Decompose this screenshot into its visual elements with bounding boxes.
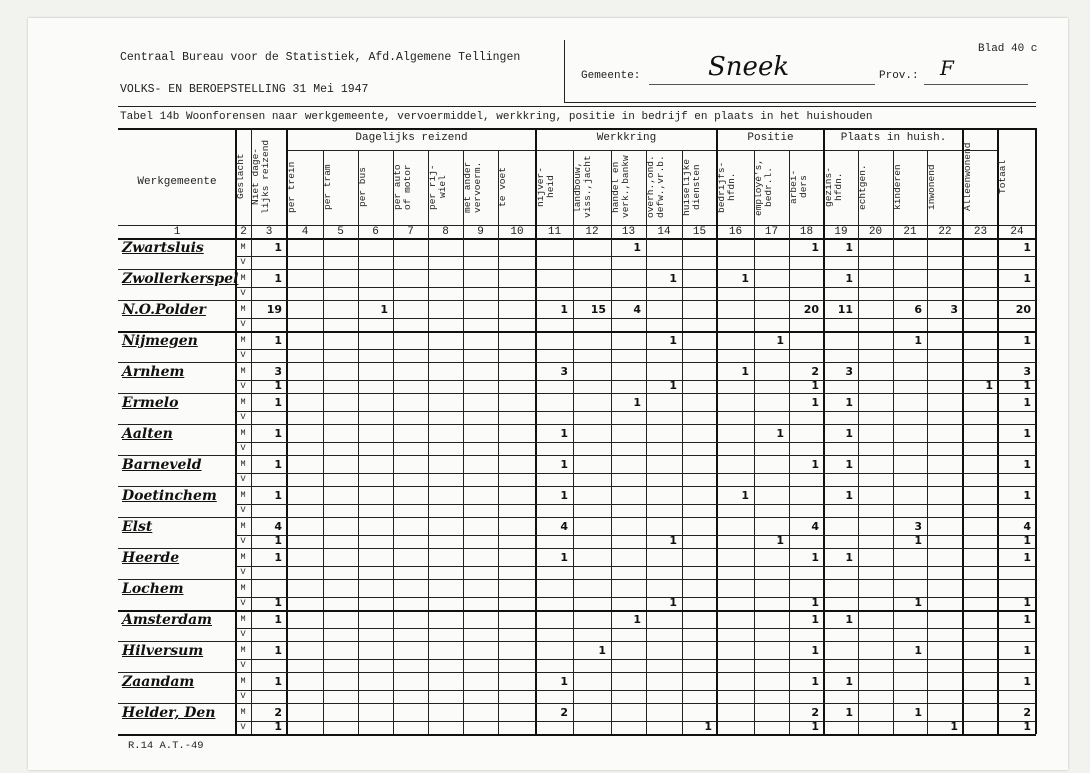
geslacht-M: M	[240, 366, 246, 376]
geslacht-V: V	[240, 629, 246, 639]
geslacht-M: M	[240, 397, 246, 407]
column-header-4: per trein	[286, 161, 297, 213]
cell-col-24: 1	[1023, 427, 1031, 440]
column-number-16: 16	[728, 226, 743, 238]
cell-col-18: 1	[811, 458, 819, 471]
geslacht-M: M	[240, 521, 246, 531]
cell-col-18: 1	[811, 596, 819, 609]
cell-col-3: 4	[274, 520, 282, 533]
cell-col-18: 1	[811, 379, 819, 392]
cell-col-17: 1	[776, 334, 784, 347]
cell-col-19: 1	[845, 551, 853, 564]
cell-col-13: 4	[633, 303, 641, 316]
cell-col-24: 1	[1023, 644, 1031, 657]
werkgemeente-name: Hilversum	[122, 643, 204, 659]
cell-col-16: 1	[741, 365, 749, 378]
column-header-17: employé's, bedr.l.	[753, 158, 774, 216]
form-code: R.14 A.T.-49	[128, 740, 204, 752]
geslacht-M: M	[240, 583, 246, 593]
cell-col-11: 1	[560, 303, 568, 316]
column-header-3: Niet dage- lijks reizend	[250, 139, 271, 214]
cell-col-14: 1	[669, 334, 677, 347]
cell-col-3: 1	[274, 596, 282, 609]
werkgemeente-name: Elst	[122, 519, 153, 535]
column-number-10: 10	[510, 226, 524, 238]
geslacht-M: M	[240, 614, 246, 624]
cell-col-18: 1	[811, 720, 819, 733]
column-header-21: kinderen	[892, 164, 903, 210]
geslacht-M: M	[240, 459, 246, 469]
geslacht-V: V	[240, 660, 246, 670]
werkgemeente-name: Helder, Den	[122, 705, 216, 721]
geslacht-M: M	[240, 490, 246, 500]
cell-col-24: 1	[1023, 489, 1031, 502]
cell-col-11: 1	[560, 675, 568, 688]
werkgemeente-name: Aalten	[122, 426, 173, 442]
cell-col-11: 1	[560, 489, 568, 502]
cell-col-11: 2	[560, 706, 568, 719]
cell-col-14: 1	[669, 272, 677, 285]
column-header-16: bedrijfs- hfdn.	[716, 161, 737, 213]
cell-col-15: 1	[704, 720, 712, 733]
cell-col-18: 1	[811, 675, 819, 688]
cell-col-19: 1	[845, 613, 853, 626]
geslacht-V: V	[240, 257, 246, 267]
cell-col-16: 1	[741, 489, 749, 502]
cell-col-3: 1	[274, 613, 282, 626]
cell-col-19: 11	[837, 303, 853, 316]
column-number-19: 19	[834, 226, 848, 238]
cell-col-21: 1	[914, 706, 922, 719]
werkgemeente-name: Ermelo	[122, 395, 179, 411]
column-number-4: 4	[301, 226, 309, 238]
cell-col-19: 1	[845, 675, 853, 688]
column-number-3: 3	[265, 226, 273, 238]
cell-col-24: 1	[1023, 551, 1031, 564]
column-header-11: nijver- heid	[535, 167, 556, 207]
column-number-22: 22	[938, 226, 952, 238]
werkgemeente-name: Barneveld	[122, 457, 202, 473]
cell-col-21: 3	[914, 520, 922, 533]
cell-col-13: 1	[633, 613, 641, 626]
cell-col-6: 1	[380, 303, 388, 316]
geslacht-M: M	[240, 273, 246, 283]
geslacht-M: M	[240, 707, 246, 717]
column-number-6: 6	[372, 226, 379, 238]
cell-col-24: 1	[1023, 334, 1031, 347]
geslacht-M: M	[240, 676, 246, 686]
cell-col-21: 6	[914, 303, 922, 316]
column-header-6: per bus	[357, 167, 368, 207]
column-number-9: 9	[477, 226, 484, 238]
cell-col-21: 1	[914, 534, 922, 547]
prov-label: Prov.:	[879, 70, 919, 82]
column-number-17: 17	[764, 226, 779, 238]
cell-col-24: 1	[1023, 241, 1031, 254]
cell-col-18: 4	[811, 520, 819, 533]
cell-col-18: 1	[811, 396, 819, 409]
column-number-2: 2	[240, 226, 247, 238]
geslacht-M: M	[240, 242, 246, 252]
cell-col-3: 1	[274, 675, 282, 688]
gemeente-value: Sneek	[708, 52, 790, 82]
geslacht-V: V	[240, 412, 246, 422]
statistics-table	[118, 128, 1036, 738]
geslacht-V: V	[240, 691, 246, 701]
cell-col-21: 1	[914, 334, 922, 347]
cell-col-24: 1	[1023, 675, 1031, 688]
werkgemeente-name: N.O.Polder	[122, 302, 206, 318]
geslacht-V: V	[240, 288, 246, 298]
cell-col-19: 1	[845, 706, 853, 719]
gemeente-label: Gemeente:	[581, 70, 641, 82]
cell-col-3: 1	[274, 272, 282, 285]
werkgemeente-name: Arnhem	[122, 364, 185, 380]
cell-col-22: 1	[950, 720, 958, 733]
cell-col-19: 1	[845, 427, 853, 440]
cell-col-24: 1	[1023, 458, 1031, 471]
column-number-5: 5	[337, 226, 344, 238]
column-number-11: 11	[547, 226, 562, 238]
werkgemeente-name: Doetinchem	[122, 488, 217, 504]
geslacht-V: V	[240, 722, 246, 732]
cell-col-3: 1	[274, 551, 282, 564]
blad-number: Blad 40 c	[978, 43, 1038, 55]
cell-col-24: 1	[1023, 720, 1031, 733]
geslacht-V: V	[240, 474, 246, 484]
geslacht-M: M	[240, 428, 246, 438]
cell-col-19: 1	[845, 458, 853, 471]
cell-col-3: 1	[274, 379, 282, 392]
werkgemeente-name: Zaandam	[122, 674, 195, 690]
cell-col-19: 1	[845, 272, 853, 285]
cell-col-12: 15	[590, 303, 606, 316]
geslacht-V: V	[240, 381, 246, 391]
werkgemeente-name: Lochem	[122, 581, 184, 597]
geslacht-V: V	[240, 505, 246, 515]
geslacht-V: V	[240, 536, 246, 546]
census-form-sheet	[28, 18, 1068, 770]
cell-col-18: 1	[811, 241, 819, 254]
cell-col-19: 1	[845, 396, 853, 409]
geslacht-V: V	[240, 567, 246, 577]
cell-col-14: 1	[669, 379, 677, 392]
cell-col-21: 1	[914, 596, 922, 609]
geslacht-V: V	[240, 598, 246, 608]
column-number-15: 15	[692, 226, 707, 238]
column-header-werkgemeente: Werkgemeente	[137, 176, 217, 188]
cell-col-22: 3	[950, 303, 958, 316]
geslacht-V: V	[240, 350, 246, 360]
geslacht-M: M	[240, 552, 246, 562]
cell-col-13: 1	[633, 396, 641, 409]
column-header-20: echtgen.	[857, 164, 868, 210]
column-header-10: te voet	[497, 167, 508, 207]
cell-col-11: 4	[560, 520, 568, 533]
column-header-15: huiselijke diensten	[681, 158, 702, 216]
cell-col-24: 1	[1023, 272, 1031, 285]
cell-col-3: 1	[274, 489, 282, 502]
cell-col-24: 1	[1023, 379, 1031, 392]
column-header-8: per rij- wiel	[427, 164, 448, 210]
cell-col-11: 1	[560, 551, 568, 564]
cell-col-18: 20	[803, 303, 819, 316]
werkgemeente-name: Zwollerkerspel	[122, 271, 239, 287]
cell-col-19: 1	[845, 489, 853, 502]
cell-col-19: 3	[845, 365, 853, 378]
column-number-1: 1	[173, 226, 181, 238]
geslacht-M: M	[240, 645, 246, 655]
cell-col-3: 1	[274, 396, 282, 409]
cell-col-3: 1	[274, 720, 282, 733]
cell-col-24: 1	[1023, 534, 1031, 547]
cell-col-17: 1	[776, 534, 784, 547]
table-title: Tabel 14b Woonforensen naar werkgemeente, vervoermiddel, werkkring, positie in bedrijf en plaats in het huishouden	[120, 111, 873, 123]
column-number-18: 18	[799, 226, 814, 238]
column-number-20: 20	[868, 226, 883, 238]
census-heading: VOLKS- EN BEROEPSTELLING 31 Mei 1947	[120, 83, 369, 96]
column-header-7: per auto of motor	[392, 164, 413, 210]
cell-col-24: 20	[1015, 303, 1031, 316]
cell-col-12: 1	[598, 644, 606, 657]
bureau-heading: Centraal Bureau voor de Statistiek, Afd.Algemene Tellingen	[120, 51, 521, 64]
column-header-24: Totaal	[997, 159, 1008, 194]
cell-col-11: 3	[560, 365, 568, 378]
column-header-13: handel en verk.,bankw	[610, 155, 631, 219]
cell-col-17: 1	[776, 427, 784, 440]
cell-col-21: 1	[914, 644, 922, 657]
cell-col-11: 1	[560, 427, 568, 440]
cell-col-24: 1	[1023, 396, 1031, 409]
cell-col-18: 1	[811, 613, 819, 626]
cell-col-3: 19	[266, 303, 282, 316]
column-header-14: overh.,ond. defw.,vr.b.	[645, 155, 666, 219]
werkgemeente-name: Heerde	[122, 550, 180, 566]
werkgemeente-name: Zwartsluis	[122, 240, 204, 256]
prov-value: F	[940, 56, 954, 80]
geslacht-V: V	[240, 443, 246, 453]
column-header-2: Geslacht	[235, 153, 246, 200]
column-number-24: 24	[1010, 226, 1024, 238]
cell-col-3: 1	[274, 334, 282, 347]
geslacht-M: M	[240, 335, 246, 345]
cell-col-24: 1	[1023, 613, 1031, 626]
cell-col-16: 1	[741, 272, 749, 285]
cell-col-23: 1	[985, 379, 993, 392]
cell-col-3: 1	[274, 427, 282, 440]
column-header-5: per tram	[322, 164, 333, 210]
cell-col-18: 1	[811, 551, 819, 564]
cell-col-3: 3	[274, 365, 282, 378]
cell-col-11: 1	[560, 458, 568, 471]
column-header-23: Alleenwonend	[962, 142, 973, 211]
cell-col-3: 1	[274, 241, 282, 254]
cell-col-3: 2	[274, 706, 282, 719]
column-number-14: 14	[657, 226, 671, 238]
cell-col-3: 1	[274, 644, 282, 657]
cell-col-14: 1	[669, 596, 677, 609]
werkgemeente-name: Nijmegen	[122, 333, 198, 349]
column-number-8: 8	[442, 226, 449, 238]
cell-col-24: 1	[1023, 596, 1031, 609]
column-number-21: 21	[903, 226, 917, 238]
group-positie: Positie	[747, 132, 794, 144]
cell-col-13: 1	[633, 241, 641, 254]
group-werkkring: Werkkring	[596, 132, 657, 144]
cell-col-18: 2	[811, 706, 819, 719]
column-header-9: met ander vervoerm.	[462, 161, 483, 213]
cell-col-14: 1	[669, 534, 677, 547]
cell-col-18: 1	[811, 644, 819, 657]
column-header-18: arbei- ders	[788, 169, 809, 205]
cell-col-3: 1	[274, 534, 282, 547]
cell-col-18: 2	[811, 365, 819, 378]
cell-col-3: 1	[274, 458, 282, 471]
cell-col-24: 4	[1023, 520, 1031, 533]
column-number-7: 7	[407, 226, 414, 238]
column-header-19: gezins- hfdn.	[823, 167, 844, 207]
cell-col-19: 1	[845, 241, 853, 254]
geslacht-M: M	[240, 304, 246, 314]
werkgemeente-name: Amsterdam	[122, 612, 212, 628]
group-daily-travel: Dagelijks reizend	[355, 132, 468, 144]
geslacht-V: V	[240, 319, 246, 329]
cell-col-24: 3	[1023, 365, 1031, 378]
cell-col-24: 2	[1023, 706, 1031, 719]
column-number-23: 23	[973, 226, 988, 238]
column-header-22: inwonend	[926, 164, 937, 210]
column-number-13: 13	[621, 226, 636, 238]
column-header-12: landbouw, viss.,jacht	[572, 155, 593, 219]
column-number-12: 12	[585, 226, 599, 238]
group-huishouden: Plaats in huish.	[840, 132, 947, 144]
